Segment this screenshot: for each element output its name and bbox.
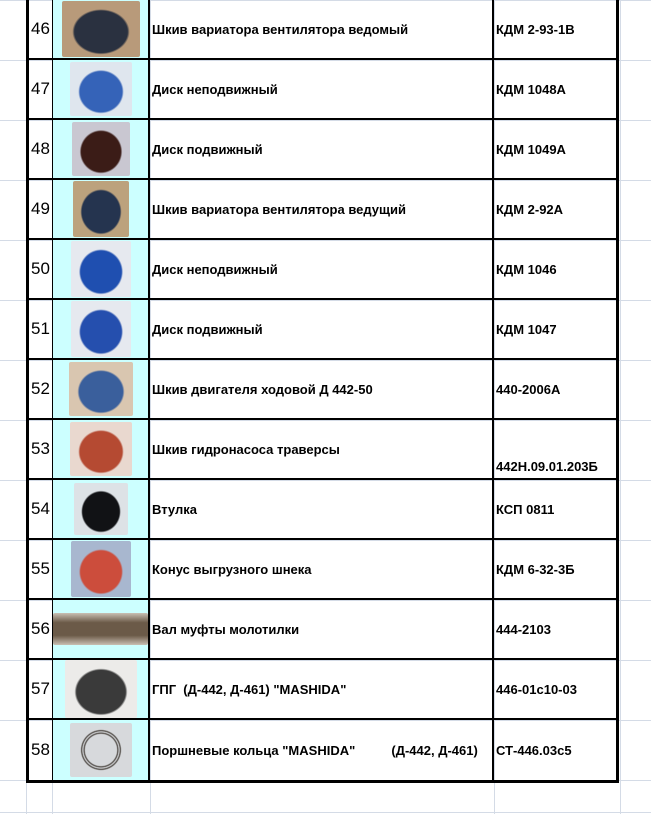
- row-number[interactable]: 51: [29, 300, 53, 358]
- part-code[interactable]: КДМ 1049А: [496, 141, 566, 157]
- table-row[interactable]: [29, 180, 616, 240]
- part-image-cell[interactable]: [53, 360, 150, 418]
- table-row[interactable]: [29, 600, 616, 660]
- row-number[interactable]: 54: [29, 480, 53, 538]
- part-code[interactable]: 446-01с10-03: [496, 681, 577, 697]
- part-image-cell[interactable]: [53, 300, 150, 358]
- part-image-cell[interactable]: [53, 660, 150, 718]
- part-image-cell[interactable]: [53, 540, 150, 598]
- parts-table: [26, 0, 619, 783]
- part-name[interactable]: Конус выгрузного шнека: [150, 540, 494, 598]
- table-row[interactable]: [29, 60, 616, 120]
- blue-pulley-icon: [69, 362, 133, 416]
- row-number[interactable]: 49: [29, 180, 53, 238]
- part-image-cell[interactable]: [53, 600, 150, 658]
- table-row[interactable]: [29, 720, 616, 780]
- part-code[interactable]: СТ-446.03с5: [496, 742, 572, 758]
- part-code[interactable]: КДМ 6-32-3Б: [496, 561, 575, 577]
- red-cone-icon: [71, 541, 131, 597]
- row-number[interactable]: 52: [29, 360, 53, 418]
- part-name[interactable]: ГПГ (Д-442, Д-461) "MASHIDA": [150, 660, 494, 718]
- row-number[interactable]: 48: [29, 120, 53, 178]
- table-row[interactable]: [29, 480, 616, 540]
- part-name[interactable]: Шкив вариатора вентилятора ведущий: [150, 180, 494, 238]
- part-name[interactable]: Диск подвижный: [150, 300, 494, 358]
- row-number[interactable]: 56: [29, 600, 53, 658]
- gridline: [0, 812, 651, 813]
- row-number[interactable]: 53: [29, 420, 53, 478]
- piston-rings-icon: [70, 723, 132, 777]
- part-code[interactable]: 440-2006А: [496, 381, 561, 397]
- row-number[interactable]: 50: [29, 240, 53, 298]
- part-name[interactable]: Поршневые кольца "MASHIDA" (Д-442, Д-461): [150, 720, 494, 780]
- part-image-cell[interactable]: [53, 240, 150, 298]
- part-code[interactable]: КДМ 2-93-1В: [496, 21, 575, 37]
- row-number[interactable]: 46: [29, 0, 53, 58]
- gridline: [620, 0, 621, 814]
- part-code[interactable]: КСП 0811: [496, 501, 555, 517]
- shaft-icon: [53, 613, 148, 645]
- part-code[interactable]: КДМ 1048А: [496, 81, 566, 97]
- row-number[interactable]: 58: [29, 720, 53, 780]
- part-name[interactable]: Шкив двигателя ходовой Д 442-50: [150, 360, 494, 418]
- blue-disk-icon: [71, 301, 131, 357]
- table-row[interactable]: [29, 120, 616, 180]
- part-name[interactable]: Диск подвижный: [150, 120, 494, 178]
- row-number[interactable]: 57: [29, 660, 53, 718]
- part-name[interactable]: Диск неподвижный: [150, 60, 494, 118]
- table-row[interactable]: [29, 0, 616, 60]
- row-number[interactable]: 55: [29, 540, 53, 598]
- part-code[interactable]: КДМ 1046: [496, 261, 557, 277]
- part-name[interactable]: Втулка: [150, 480, 494, 538]
- pulley-dark-icon: [62, 1, 140, 57]
- part-code[interactable]: 442Н.09.01.203Б: [496, 459, 598, 474]
- part-code[interactable]: КДМ 2-92А: [496, 201, 564, 217]
- part-image-cell[interactable]: [53, 120, 150, 178]
- part-name[interactable]: Шкив вариатора вентилятора ведомый: [150, 0, 494, 58]
- row-number[interactable]: 47: [29, 60, 53, 118]
- part-image-cell[interactable]: [53, 480, 150, 538]
- blue-disk-icon: [71, 241, 131, 297]
- part-image-cell[interactable]: [53, 180, 150, 238]
- table-row[interactable]: [29, 360, 616, 420]
- part-name[interactable]: Шкив гидронасоса траверсы: [150, 420, 494, 478]
- part-image-cell[interactable]: [53, 0, 150, 58]
- dark-disk-icon: [72, 122, 130, 176]
- part-name[interactable]: Вал муфты молотилки: [150, 600, 494, 658]
- part-code[interactable]: 444-2103: [496, 621, 551, 637]
- table-row[interactable]: [29, 540, 616, 600]
- part-image-cell[interactable]: [53, 60, 150, 118]
- part-image-cell[interactable]: [53, 420, 150, 478]
- part-image-cell[interactable]: [53, 720, 150, 780]
- table-row[interactable]: [29, 420, 616, 480]
- table-row[interactable]: [29, 300, 616, 360]
- blue-disk-icon: [70, 62, 132, 116]
- pulley-blue-icon: [73, 181, 129, 237]
- table-row[interactable]: [29, 660, 616, 720]
- part-name[interactable]: Диск неподвижный: [150, 240, 494, 298]
- part-code[interactable]: КДМ 1047: [496, 321, 557, 337]
- piston-kit-icon: [65, 660, 137, 718]
- table-row[interactable]: [29, 240, 616, 300]
- black-bushing-icon: [74, 483, 128, 535]
- red-pulley-icon: [70, 422, 132, 476]
